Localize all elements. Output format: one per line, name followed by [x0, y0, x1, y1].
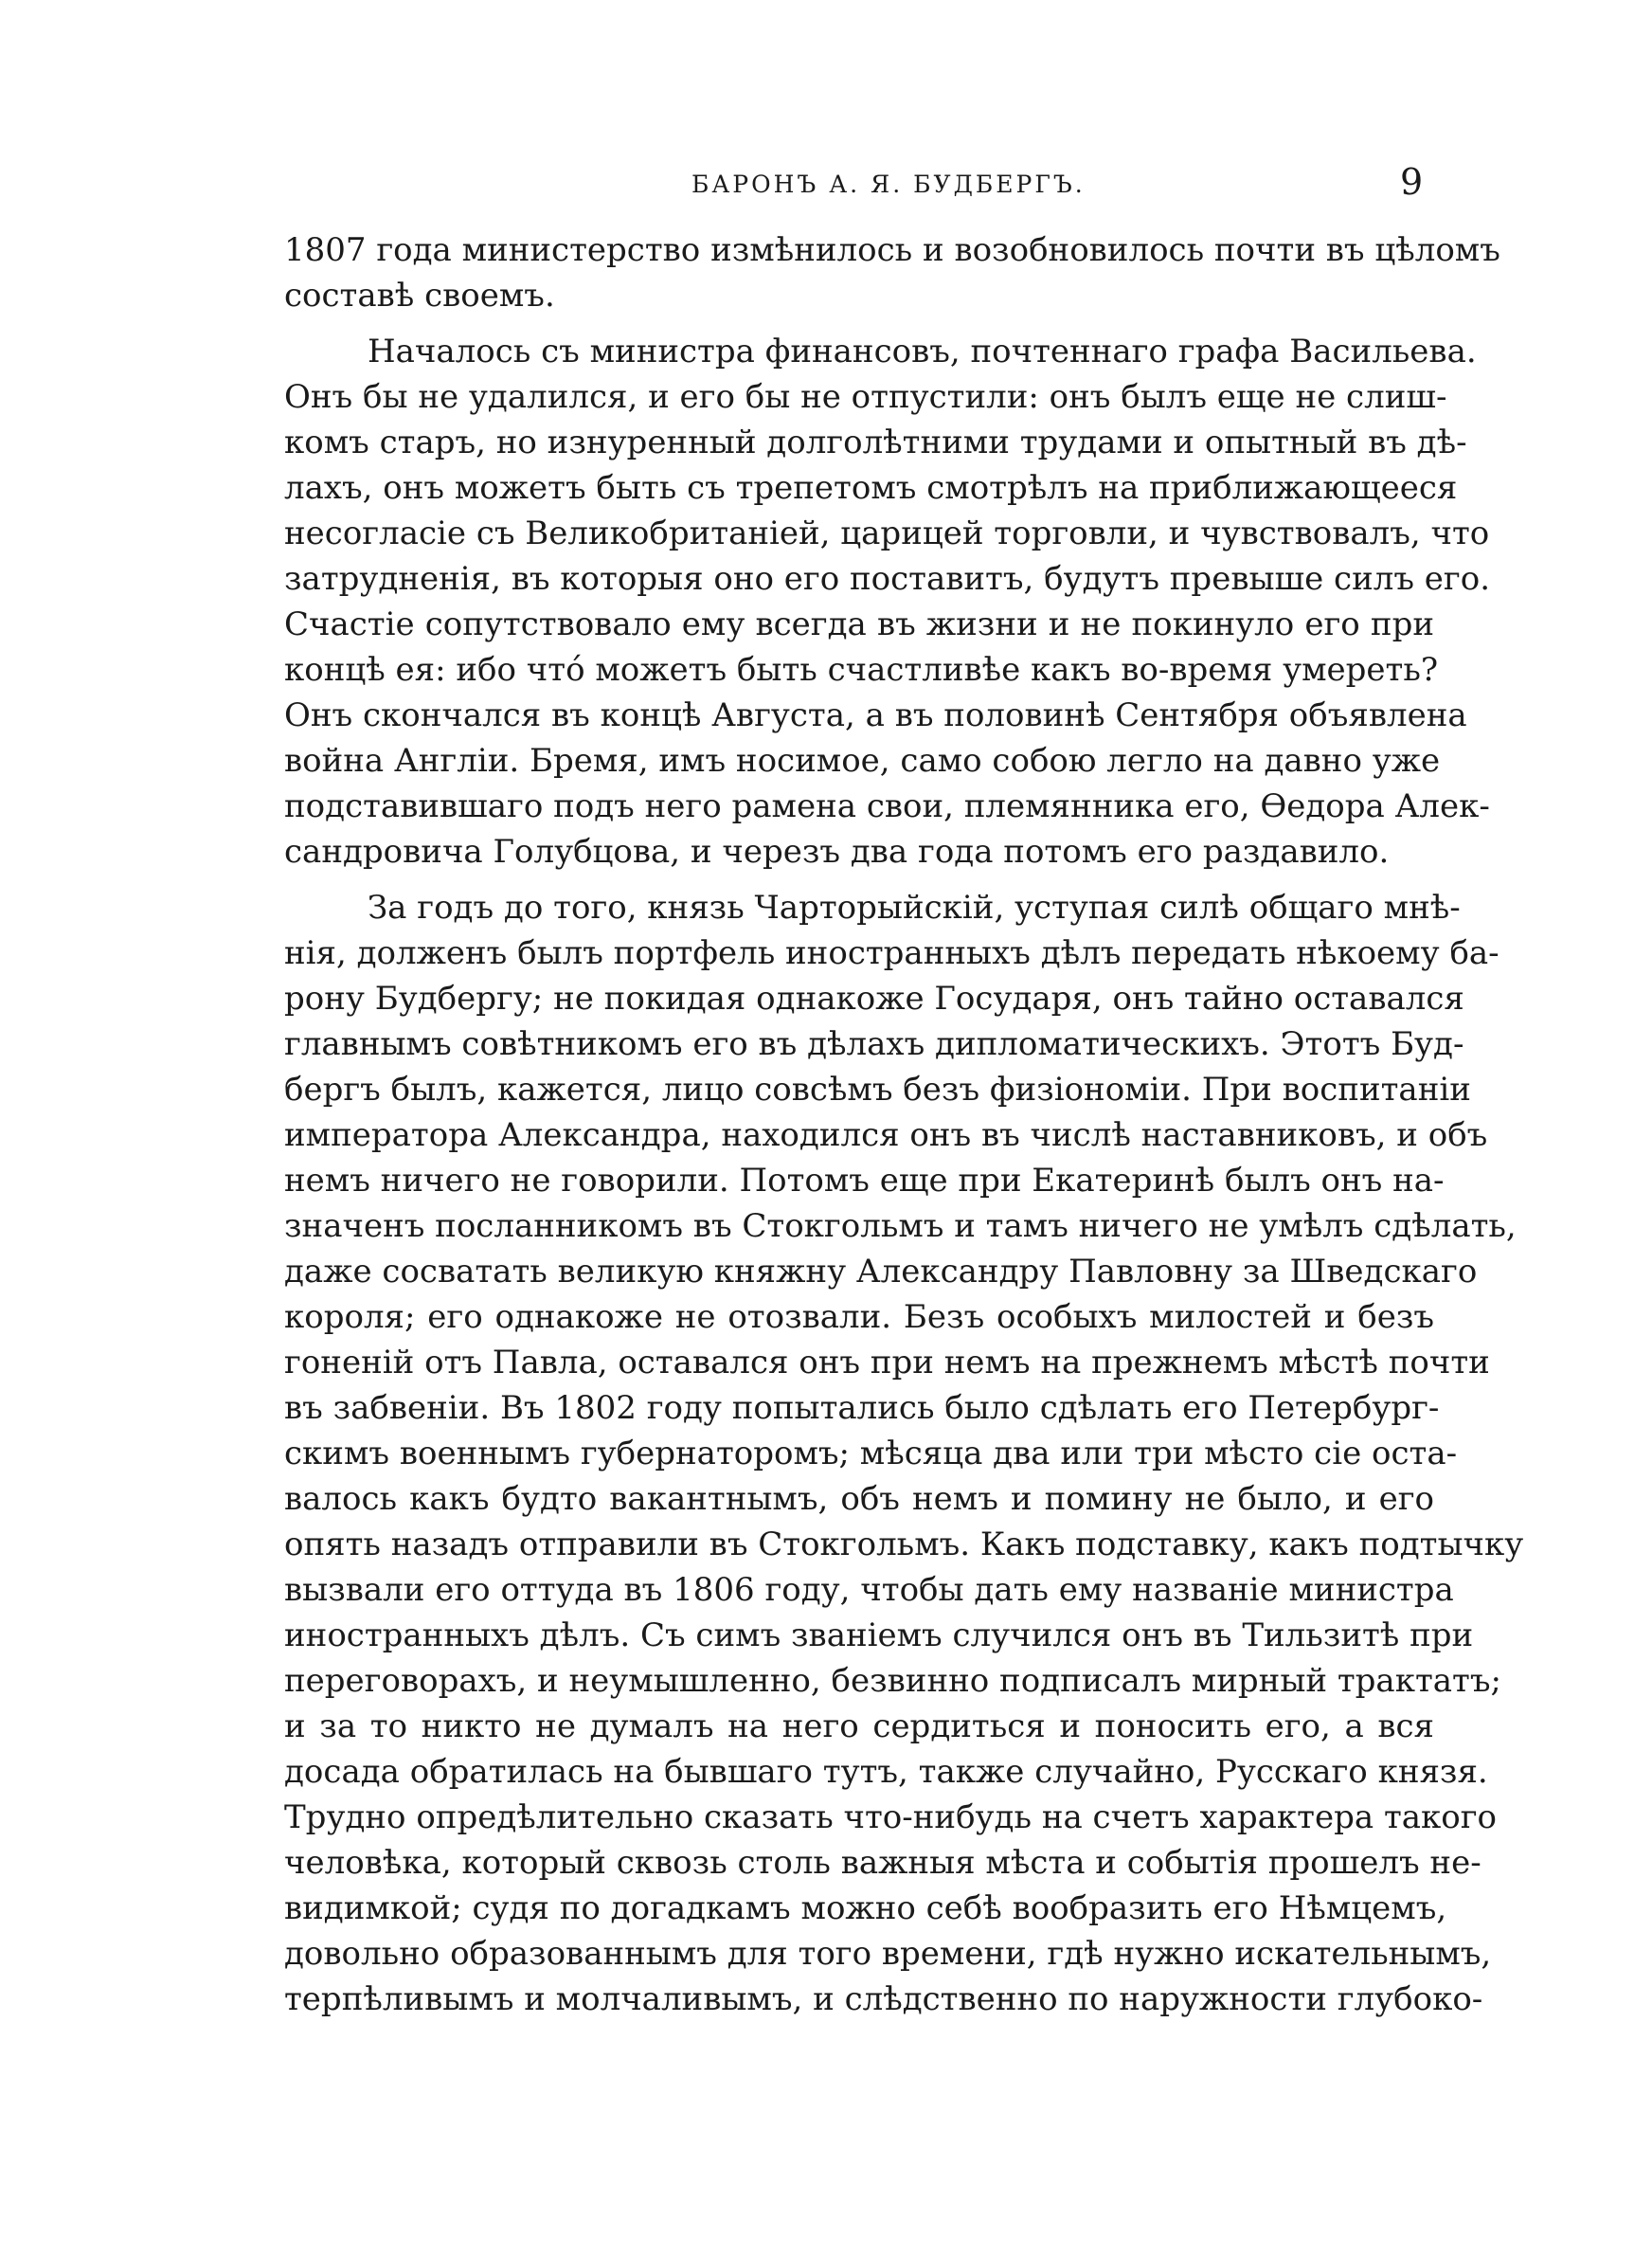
text-line: человѣка, который сквозь столь важныя мѣста и событія прошелъ не-	[284, 1844, 1481, 1882]
text-line: 1807 года министерство измѣнилось и возобновилось почти въ цѣломъ	[284, 231, 1500, 269]
text-line: сандровича Голубцова, и черезъ два года потомъ его раздавило.	[284, 833, 1390, 871]
text-line: Началось съ министра финансовъ, почтеннаго графа Васильева.	[368, 333, 1477, 370]
text-line: иностранныхъ дѣлъ. Съ симъ званіемъ случился онъ въ Тильзитѣ при	[284, 1616, 1474, 1654]
text-line: вызвали его оттуда въ 1806 году, чтобы дать ему названіе министра	[284, 1571, 1454, 1609]
paragraph-1	[284, 227, 1500, 318]
text-line: переговорахъ, и неумышленно, безвинно подписалъ мирный трактатъ;	[284, 1662, 1501, 1700]
text-line: императора Александра, находился онъ въ числѣ наставниковъ, и объ	[284, 1116, 1488, 1154]
text-line: Онъ бы не удалился, и его бы не отпустили: онъ былъ еще не слиш-	[284, 378, 1447, 416]
text-line: нія, долженъ былъ портфель иностранныхъ дѣлъ передать нѣкоему ба-	[284, 934, 1499, 972]
text-line: бергъ былъ, кажется, лицо совсѣмъ безъ физіономіи. При воспитаніи	[284, 1071, 1471, 1109]
text-line: скимъ военнымъ губернаторомъ; мѣсяца два или три мѣсто сіе оста-	[284, 1435, 1458, 1472]
page-number: 9	[1400, 161, 1424, 203]
text-line: значенъ посланникомъ въ Стокгольмъ и тамъ ничего не умѣлъ сдѣлать,	[284, 1207, 1517, 1245]
text-line: подставившаго подъ него рамена свои, племянника его, Ѳедора Алек-	[284, 787, 1490, 825]
text-line: рону Будбергу; не покидая однакоже Государя, онъ тайно оставался	[284, 980, 1464, 1018]
text-line: затрудненія, въ которыя оно его поставитъ, будутъ превыше силъ его.	[284, 560, 1491, 598]
text-line: комъ старъ, но изнуренный долголѣтними трудами и опытный въ дѣ-	[284, 424, 1467, 461]
text-line: Счастіе сопутствовало ему всегда въ жизни и не покинуло его при	[284, 605, 1434, 643]
text-line: и за то никто не думалъ на него сердиться и поносить его, а вся	[284, 1707, 1434, 1745]
text-line: опять назадъ отправили въ Стокгольмъ. Какъ подставку, какъ подтычку	[284, 1526, 1524, 1563]
text-line: гоненій отъ Павла, оставался онъ при немъ на прежнемъ мѣстѣ почти	[284, 1344, 1490, 1381]
text-line: несогласіе съ Великобританіей, царицей торговли, и чувствовалъ, что	[284, 515, 1490, 552]
text-line: довольно образованнымъ для того времени, гдѣ нужно искательнымъ,	[284, 1935, 1492, 1973]
text-line: даже сосватать великую княжну Александру Павловну за Шведскаго	[284, 1253, 1478, 1291]
paragraph-3	[284, 885, 1524, 2022]
text-line: досада обратилась на бывшаго тутъ, также случайно, Русскаго князя.	[284, 1753, 1488, 1791]
text-line: концѣ ея: ибо что́ можетъ быть счастливѣе какъ во-время умереть?	[284, 651, 1439, 689]
text-line: За годъ до того, князь Чарторыйскій, уступая силѣ общаго мнѣ-	[368, 889, 1461, 927]
paragraph-2	[284, 329, 1491, 875]
body-text	[284, 227, 1524, 2022]
text-line: терпѣливымъ и молчаливымъ, и слѣдственно по наружности глубоко-	[284, 1980, 1483, 2018]
text-line: война Англіи. Бремя, имъ носимое, само собою легло на давно уже	[284, 742, 1441, 780]
text-line: главнымъ совѣтникомъ его въ дѣлахъ дипломатическихъ. Этотъ Буд-	[284, 1025, 1464, 1063]
text-line: лахъ, онъ можетъ быть съ трепетомъ смотрѣлъ на приближающееся	[284, 469, 1458, 507]
text-line: составѣ своемъ.	[284, 277, 555, 315]
text-line: валось какъ будто вакантнымъ, объ немъ и помину не было, и его	[284, 1480, 1434, 1518]
text-line: видимкой; судя по догадкамъ можно себѣ вообразить его Нѣмцемъ,	[284, 1889, 1447, 1927]
text-line: немъ ничего не говорили. Потомъ еще при Екатеринѣ былъ онъ на-	[284, 1162, 1445, 1200]
text-line: Онъ скончался въ концѣ Августа, а въ половинѣ Сентября объявлена	[284, 696, 1467, 734]
text-line: въ забвеніи. Въ 1802 году попытались было сдѣлать его Петербург-	[284, 1389, 1440, 1427]
text-line: Трудно опредѣлительно сказать что-нибудь на счетъ характера такого	[284, 1798, 1498, 1836]
running-head: БАРОНЪ А. Я. БУДБЕРГЪ.	[691, 171, 1086, 198]
text-line: короля; его однакоже не отозвали. Безъ особыхъ милостей и безъ	[284, 1298, 1434, 1336]
